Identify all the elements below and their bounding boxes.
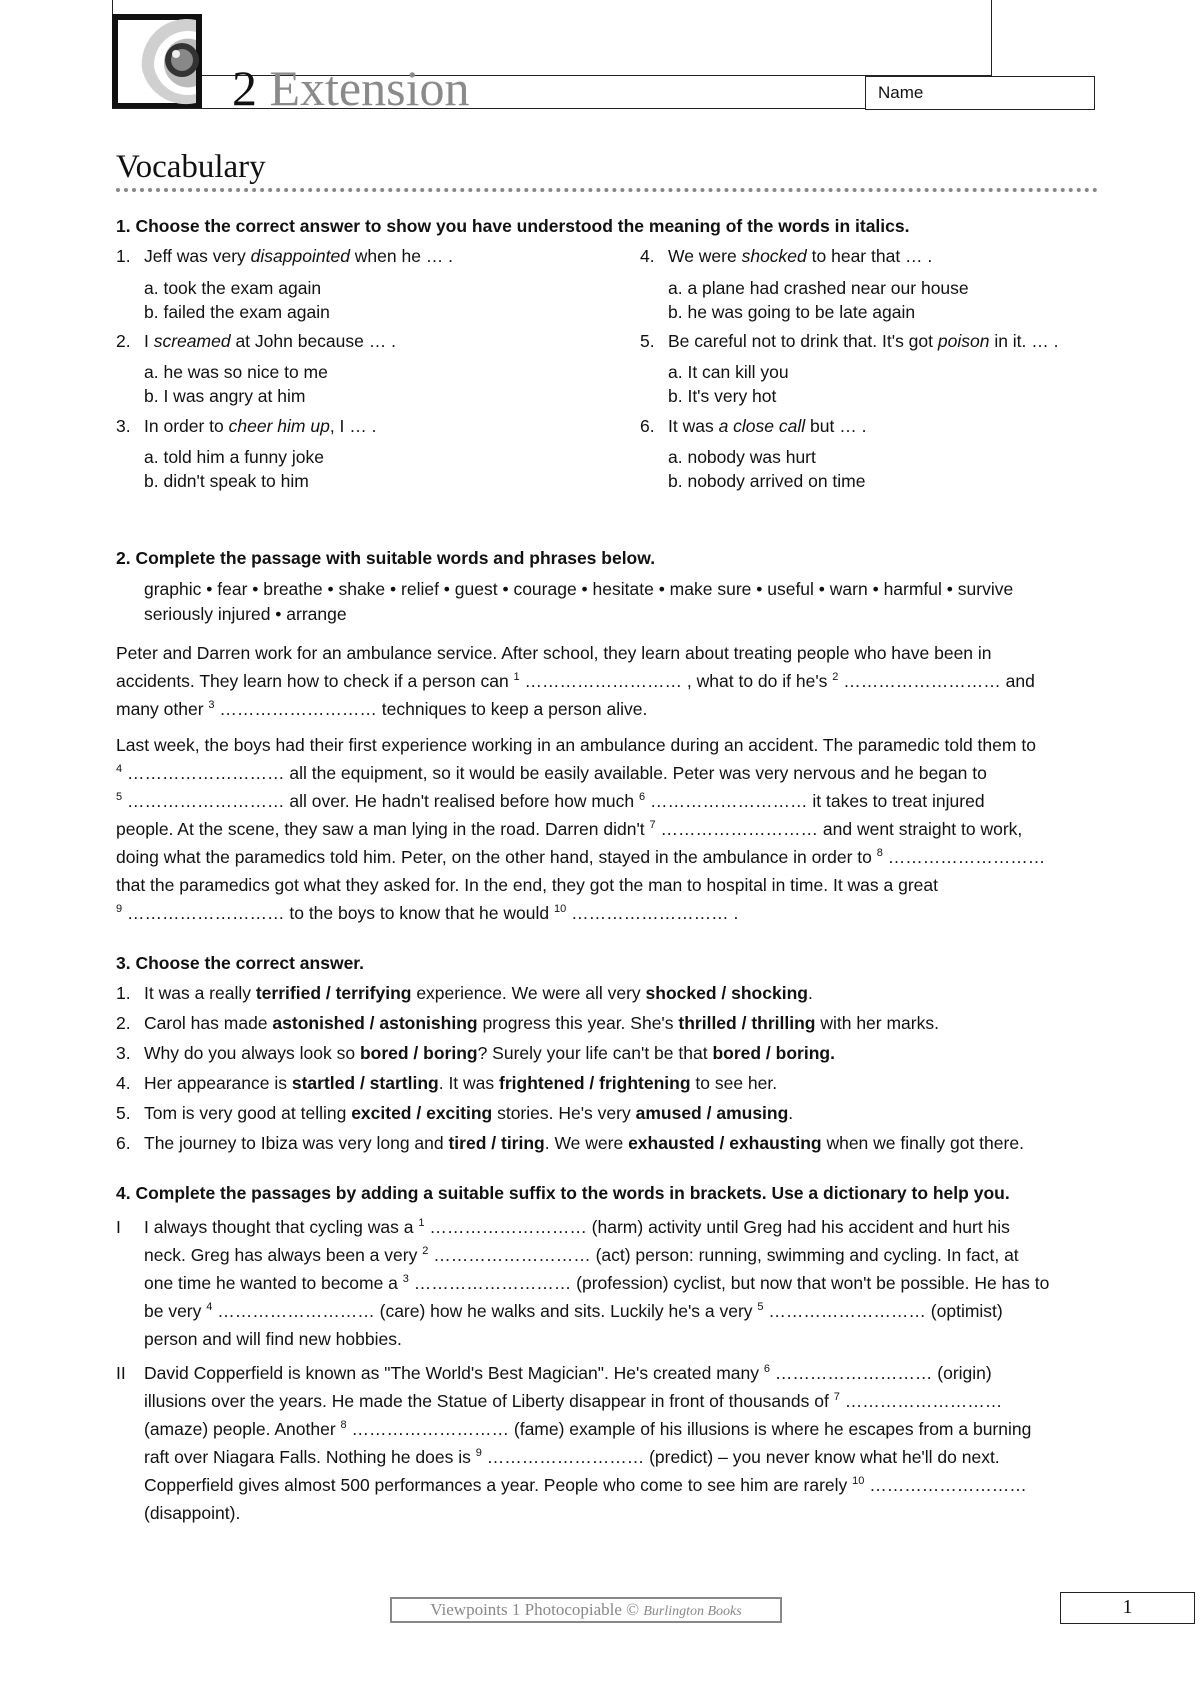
blank-8[interactable]: ……………………… [887,847,1046,867]
ex2-p2-line: Last week, the boys had their first experience working in an ambulance during an accident. The paramedic told them to [116,735,1036,755]
ex4-blank-3[interactable]: ……………………… [413,1273,572,1293]
ex4-blank-9[interactable]: ……………………… [486,1447,645,1467]
ex3-choice[interactable]: excited / exciting [351,1103,493,1123]
ex1-q3-stem: In order to cheer him up, I … . [144,416,377,436]
ex4-blank-2[interactable]: ……………………… [433,1245,591,1265]
ex1-q1-option-b[interactable]: b. failed the exam again [144,302,330,322]
header-underline [112,108,507,109]
ex4-pI-line: be very $^4$ ……………………… (care) how he walks and sits. Luckily he's a very $^5$ ……………………… (optimist) [144,1301,1003,1321]
ex4-blank-6[interactable]: ……………………… [774,1363,933,1383]
ex2-word-bank-2: seriously injured • arrange [144,604,347,624]
ex4-pII-line: illusions over the years. He made the Statue of Liberty disappear in front of thousands of $^7$ ……………………… [144,1391,1003,1411]
ex1-q2-option-a[interactable]: a. he was so nice to me [144,362,328,382]
ex1-q3-num: 3. [116,416,131,436]
ex1-q5-option-b[interactable]: b. It's very hot [668,386,777,406]
ex1-q1-option-a[interactable]: a. took the exam again [144,278,322,298]
page-number: 1 [1060,1592,1195,1624]
ex2-p2-line: that the paramedics got what they asked for. In the end, they got the man to hospital in time. It was a great [116,875,939,895]
ex3-item-num: 6. [116,1133,131,1153]
header-underline-2 [505,108,865,109]
unit-word: Extension [269,60,470,116]
ex3-item: Her appearance is startled / startling. It was frightened / frightening to see her. [144,1073,778,1093]
ex3-item-num: 4. [116,1073,131,1093]
ex2-p2-line: people. At the scene, they saw a man lying in the road. Darren didn't $^7$ ……………………… and went straight to work, [116,819,1023,839]
ex3-choice[interactable]: terrified / terrifying [255,983,412,1003]
ex4-blank-5[interactable]: ……………………… [768,1301,926,1321]
ex2-p2-line: doing what the paramedics told him. Peter, on the other hand, stayed in the ambulance in order to $^8$ ……………………… [116,847,1046,867]
ex3-choice[interactable]: astonished / astonishing [272,1013,478,1033]
ex2-p1-line: many other $^3$ ……………………… techniques to keep a person alive. [116,699,648,719]
ex4-pII-line: Copperfield gives almost 500 performances a year. People who come to see him are rarely $^{10}$ ……………………… [144,1475,1027,1495]
name-label: Name [878,83,924,102]
blank-6[interactable]: ……………………… [650,791,808,811]
ex4-blank-10[interactable]: ……………………… [869,1475,1027,1495]
ex3-item-num: 3. [116,1043,131,1063]
ex4-blank-4[interactable]: ……………………… [217,1301,375,1321]
ex3-item-num: 1. [116,983,131,1003]
ex3-choice[interactable]: bored / boring [359,1043,478,1063]
ex3-item: Carol has made astonished / astonishing progress this year. She's thrilled / thrilling with her marks. [144,1013,939,1033]
ex3-choice[interactable]: amused / amusing [635,1103,789,1123]
ex1-instruction: 1. Choose the correct answer to show you have understood the meaning of the words in italics. [116,216,910,236]
ex3-item: Why do you always look so bored / boring? Surely your life can't be that bored / boring. [144,1043,835,1063]
ex1-q6-stem: It was a close call but … . [668,416,867,436]
ex4-pII-line: raft over Niagara Falls. Nothing he does is $^9$ ……………………… (predict) – you never know what he'll do next. [144,1447,1000,1467]
eye-logo-icon [112,14,202,109]
ex3-item-num: 2. [116,1013,131,1033]
ex3-item-num: 5. [116,1103,131,1123]
ex4-pI-line: I always thought that cycling was a $^1$ ……………………… (harm) activity until Greg had his accident and hurt his [144,1217,1010,1237]
ex4-pI-line: person and will find new hobbies. [144,1329,402,1349]
name-field[interactable] [865,76,1095,110]
ex4-blank-1[interactable]: ……………………… [429,1217,587,1237]
ex3-choice[interactable]: exhausted / exhausting [628,1133,822,1153]
ex4-pII-line: (amaze) people. Another $^8$ ……………………… (fame) example of his illusions is where he escapes from a burning [144,1419,1032,1439]
ex1-q2-num: 2. [116,331,131,351]
ex1-q4-option-b[interactable]: b. he was going to be late again [668,302,916,322]
ex3-choice[interactable]: startled / startling [291,1073,439,1093]
blank-3[interactable]: ……………………… [219,699,377,719]
ex3-instruction: 3. Choose the correct answer. [116,953,365,973]
ex1-q3-option-a[interactable]: a. told him a funny joke [144,447,324,467]
ex2-p2-line: $^9$ ……………………… to the boys to know that he would $^{10}$ ……………………… . [116,903,739,923]
ex1-q1-stem: Jeff was very disappointed when he … . [144,246,454,266]
ex3-choice[interactable]: shocked / shocking [645,983,808,1003]
ex1-q4-num: 4. [640,246,655,266]
unit-title [232,58,469,118]
ex1-q3-option-b[interactable]: b. didn't speak to him [144,471,309,491]
section-title: Vocabulary [116,149,266,185]
ex4-blank-7[interactable]: ……………………… [844,1391,1003,1411]
ex4-pI-line: neck. Greg has always been a very $^2$ ……………………… (act) person: running, swimming and cycling. In fact, at [144,1245,1019,1265]
footer-copyright: Viewpoints 1 Photocopiable © Burlington Books [390,1597,782,1623]
ex4-roman-ii: II [116,1363,126,1383]
ex1-q6-num: 6. [640,416,655,436]
ex1-q6-option-a[interactable]: a. nobody was hurt [668,447,816,467]
ex4-pII-line: (disappoint). [144,1503,241,1523]
ex4-roman-i: I [116,1217,121,1237]
ex3-choice[interactable]: tired / tiring [448,1133,545,1153]
blank-9[interactable]: ……………………… [127,903,285,923]
ex2-instruction: 2. Complete the passage with suitable words and phrases below. [116,548,656,568]
ex3-item: The journey to Ibiza was very long and tired / tiring. We were exhausted / exhausting when we finally got there. [144,1133,1024,1153]
section-divider [116,188,1098,192]
ex2-word-bank: graphic • fear • breathe • shake • relief • guest • courage • hesitate • make sure • useful • warn • harmful • survive [144,579,1014,599]
ex1-q1-num: 1. [116,246,131,266]
ex1-q2-option-b[interactable]: b. I was angry at him [144,386,306,406]
ex1-q5-stem: Be careful not to drink that. It's got poison in it. … . [668,331,1059,351]
unit-number: 2 [232,60,257,116]
ex4-instruction: 4. Complete the passages by adding a suitable suffix to the words in brackets. Use a dictionary to help you. [116,1183,1010,1203]
ex2-p2-line: $^5$ ……………………… all over. He hadn't realised before how much $^6$ ……………………… it takes to treat injured [116,791,985,811]
ex1-q5-option-a[interactable]: a. It can kill you [668,362,789,382]
blank-5[interactable]: ……………………… [127,791,285,811]
ex3-choice[interactable]: frightened / frightening [499,1073,691,1093]
blank-1[interactable]: ……………………… [524,671,683,691]
ex1-q5-num: 5. [640,331,655,351]
ex2-p1-line: Peter and Darren work for an ambulance service. After school, they learn about treating people who have been in [116,643,992,663]
ex1-q4-stem: We were shocked to hear that … . [668,246,933,266]
ex4-blank-8[interactable]: ……………………… [351,1419,510,1439]
ex3-choice[interactable]: bored / boring. [712,1043,835,1063]
blank-10[interactable]: ……………………… [571,903,729,923]
blank-4[interactable]: ……………………… [127,763,285,783]
ex4-pII-line: David Copperfield is known as "The World's Best Magician". He's created many $^6$ ……………………… (origin) [144,1363,992,1383]
ex2-p2-line: $^4$ ……………………… all the equipment, so it would be easily available. Peter was very nervous and he began to [116,763,987,783]
blank-7[interactable]: ……………………… [660,819,819,839]
ex1-q4-option-a[interactable]: a. a plane had crashed near our house [668,278,969,298]
ex2-p1-line: accidents. They learn how to check if a person can $^1$ ……………………… , what to do if he's $^2$ ……………………… and [116,671,1035,691]
footer-brand: Burlington Books [643,1604,742,1619]
ex3-item: Tom is very good at telling excited / exciting stories. He's very amused / amusing. [144,1103,794,1123]
ex1-q6-option-b[interactable]: b. nobody arrived on time [668,471,866,491]
ex3-choice[interactable]: thrilled / thrilling [678,1013,816,1033]
ex3-item: It was a really terrified / terrifying experience. We were all very shocked / shocking. [144,983,813,1003]
blank-2[interactable]: ……………………… [843,671,1001,691]
ex4-pI-line: one time he wanted to become a $^3$ ……………………… (profession) cyclist, but now that won't be possible. He has to [144,1273,1050,1293]
ex1-q2-stem: I screamed at John because … . [144,331,396,351]
